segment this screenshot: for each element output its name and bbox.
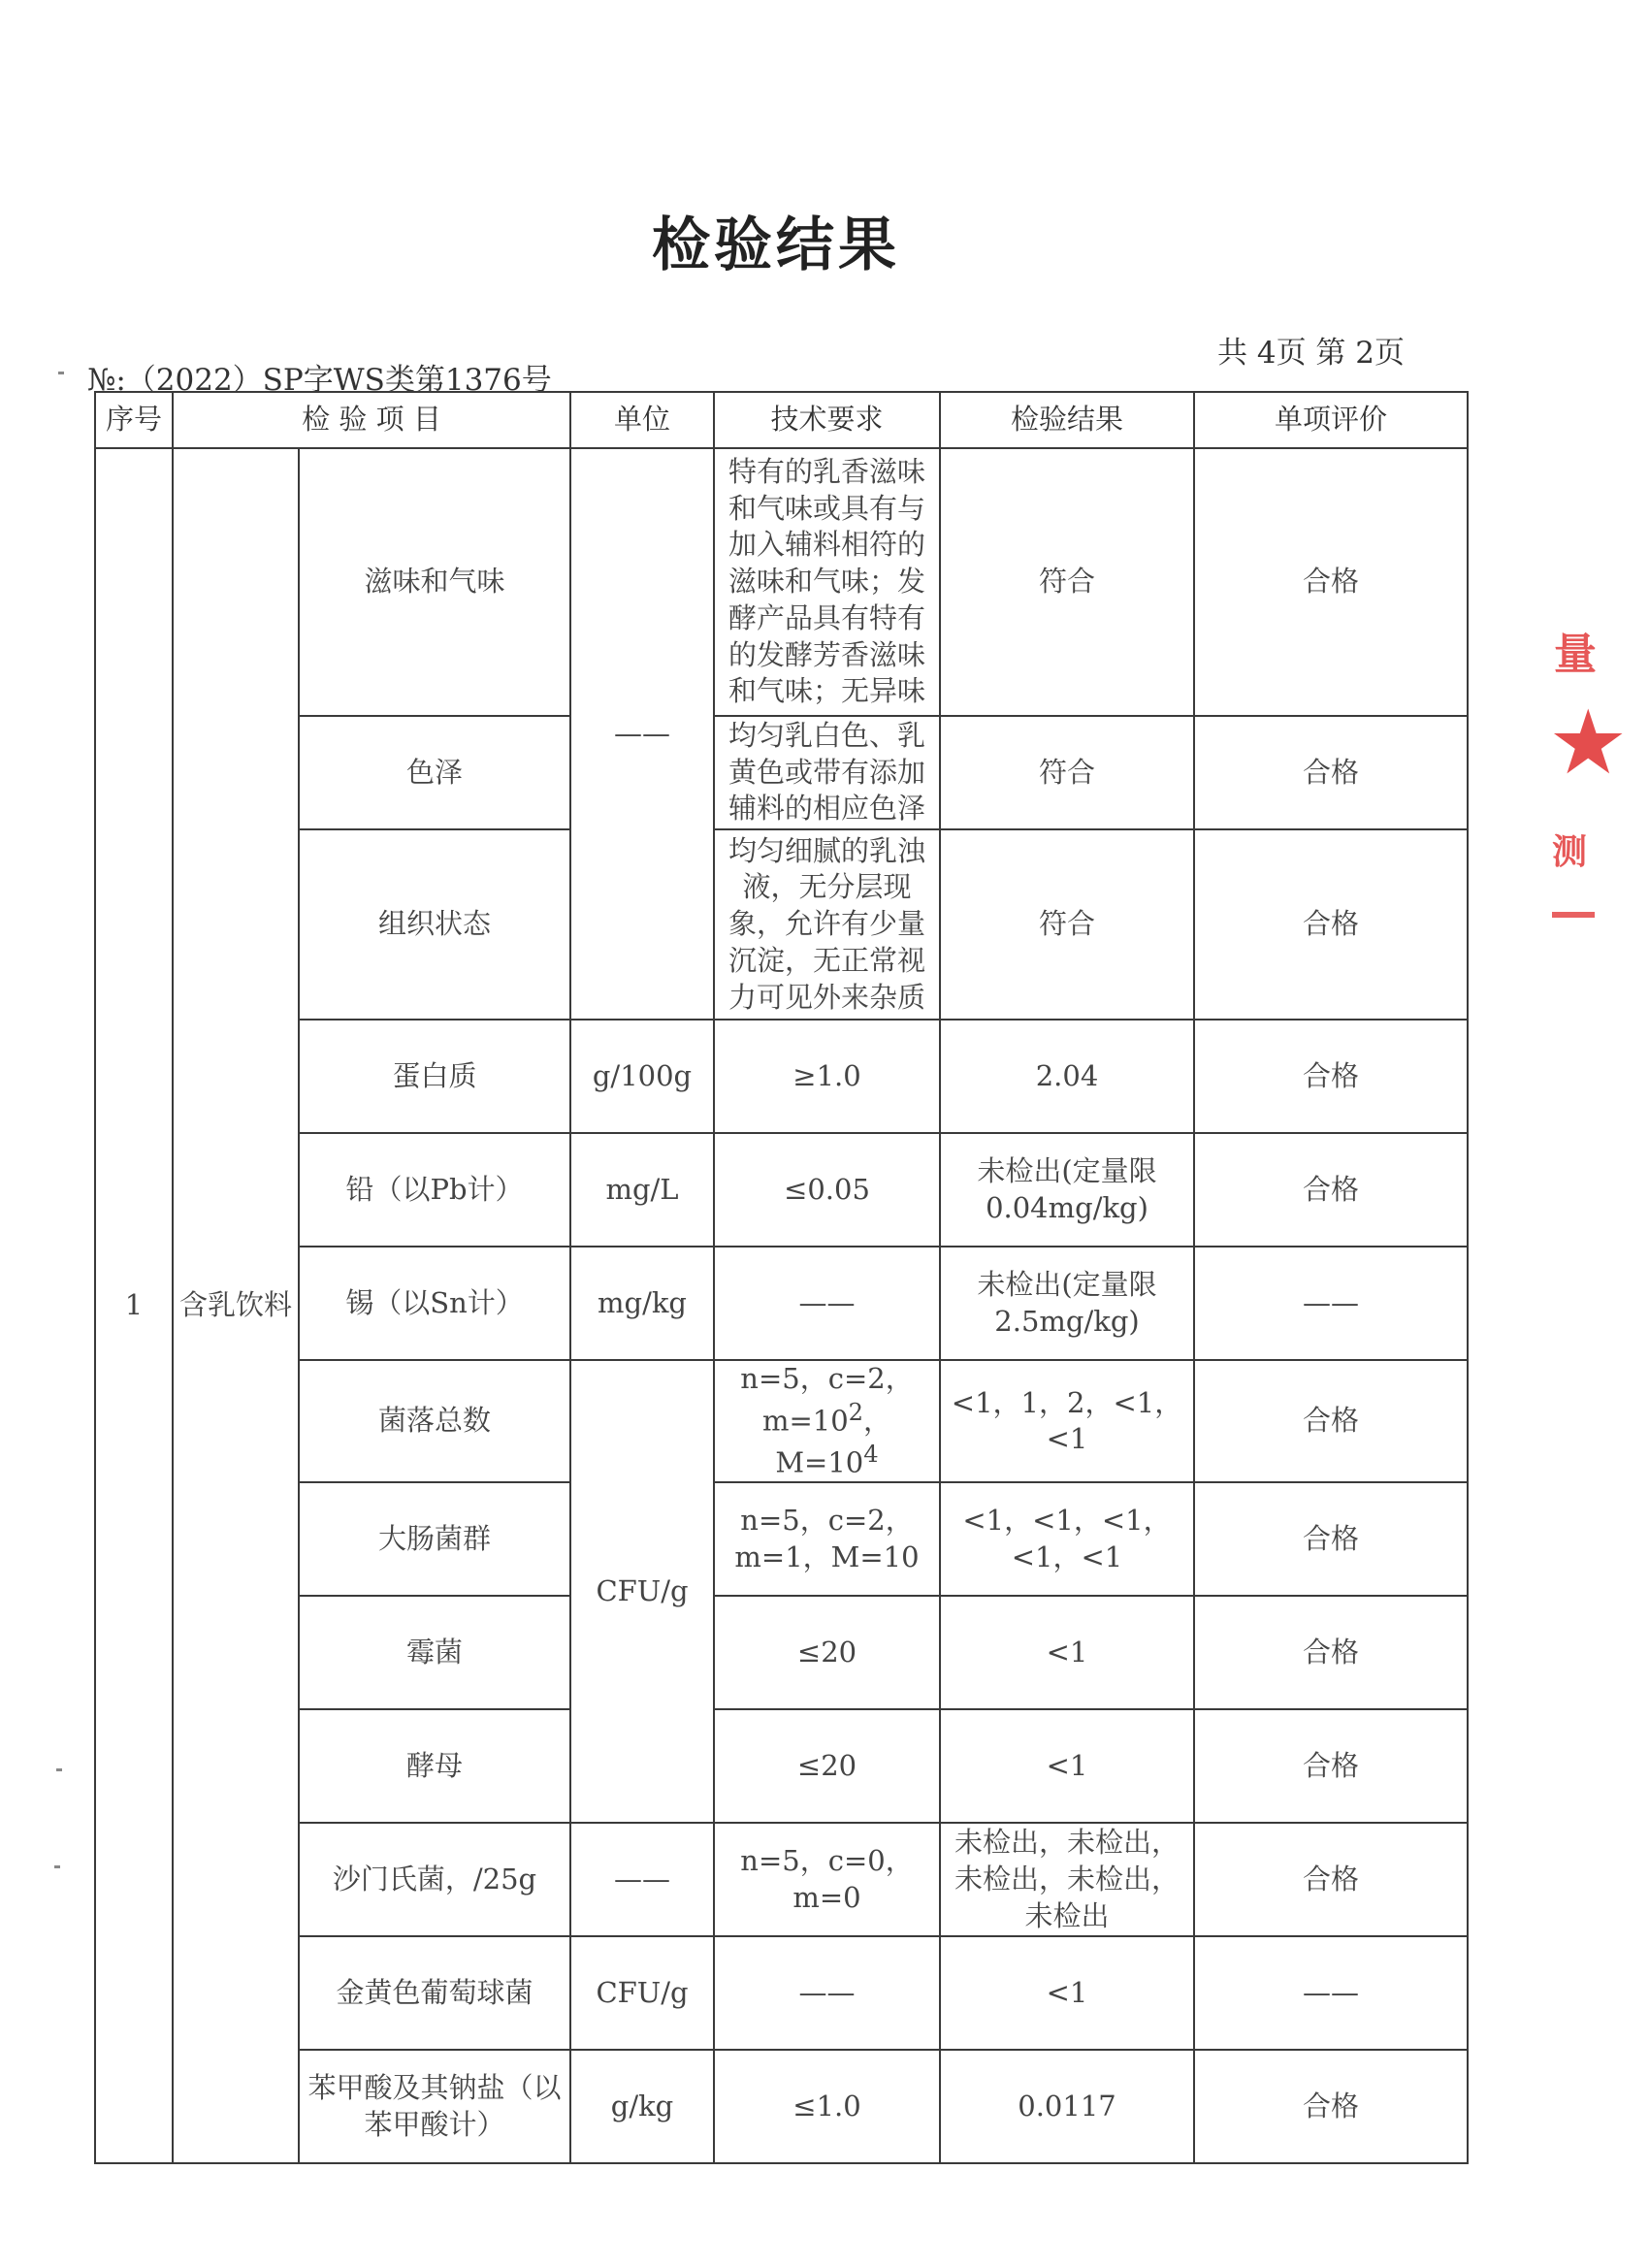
table-row bbox=[95, 716, 1468, 829]
scan-mark bbox=[54, 1865, 60, 1868]
result-cell: 符合 bbox=[940, 448, 1194, 716]
unit-cell: mg/kg bbox=[570, 1247, 714, 1360]
unit-cell: —— bbox=[570, 1823, 714, 1936]
header-requirement: 技术要求 bbox=[714, 392, 940, 448]
evaluation-cell: 合格 bbox=[1194, 1596, 1468, 1709]
requirement-cell bbox=[714, 1482, 940, 1596]
requirement-cell: 特有的乳香滋味和气味或具有与加入辅料相符的滋味和气味；发酵产品具有特有的发酵芳香滋味和气味；无异味 bbox=[714, 448, 940, 716]
seal-text-top: 量 bbox=[1554, 630, 1597, 679]
item-cell: 蛋白质 bbox=[299, 1020, 570, 1133]
table-row bbox=[95, 1247, 1468, 1360]
result-cell: <1 bbox=[940, 1709, 1194, 1823]
seal-star-icon: ★ bbox=[1548, 691, 1629, 794]
requirement-cell: —— bbox=[714, 1936, 940, 2050]
category-cell: 含乳饮料 bbox=[173, 448, 299, 2163]
item-cell: 色泽 bbox=[299, 716, 570, 829]
seal-text-bottom: 测 bbox=[1552, 832, 1588, 872]
results-table bbox=[94, 391, 1469, 2164]
report-number: №:（2022）SP字WS类第1376号 bbox=[87, 363, 552, 398]
requirement-cell: ≥1.0 bbox=[714, 1020, 940, 1133]
item-cell: 金黄色葡萄球菌 bbox=[299, 1936, 570, 2050]
item-cell: 铅（以Pb计） bbox=[299, 1133, 570, 1247]
table-header-row bbox=[95, 392, 1468, 448]
evaluation-cell: —— bbox=[1194, 1247, 1468, 1360]
evaluation-cell: 合格 bbox=[1194, 829, 1468, 1020]
table-row bbox=[95, 1020, 1468, 1133]
requirement-cell: ≤0.05 bbox=[714, 1133, 940, 1247]
requirement-cell: ≤1.0 bbox=[714, 2050, 940, 2163]
evaluation-cell: 合格 bbox=[1194, 1360, 1468, 1482]
seq-cell: 1 bbox=[95, 448, 173, 2163]
unit-cell: —— bbox=[570, 448, 714, 1020]
requirement-cell: ≤20 bbox=[714, 1596, 940, 1709]
evaluation-cell: 合格 bbox=[1194, 1709, 1468, 1823]
table-row bbox=[95, 829, 1468, 1020]
evaluation-cell: —— bbox=[1194, 1936, 1468, 2050]
requirement-cell: 均匀细腻的乳浊液，无分层现象，允许有少量沉淀，无正常视力可见外来杂质 bbox=[714, 829, 940, 1020]
requirement-line: ，M=10 bbox=[775, 1404, 892, 1479]
result-cell: <1，<1，<1，<1，<1 bbox=[940, 1482, 1194, 1596]
scan-mark bbox=[56, 1768, 62, 1771]
exponent: 2 bbox=[848, 1398, 864, 1426]
requirement-cell: ≤20 bbox=[714, 1709, 940, 1823]
item-cell: 锡（以Sn计） bbox=[299, 1247, 570, 1360]
results-table-container bbox=[94, 391, 1467, 2164]
requirement-cell: 均匀乳白色、乳黄色或带有添加辅料的相应色泽 bbox=[714, 716, 940, 829]
table-row bbox=[95, 1133, 1468, 1247]
unit-cell: mg/L bbox=[570, 1133, 714, 1247]
header-result: 检验结果 bbox=[940, 392, 1194, 448]
evaluation-cell: 合格 bbox=[1194, 716, 1468, 829]
table-row bbox=[95, 1936, 1468, 2050]
table-row bbox=[95, 448, 1468, 716]
item-cell: 霉菌 bbox=[299, 1596, 570, 1709]
item-cell: 组织状态 bbox=[299, 829, 570, 1020]
evaluation-cell: 合格 bbox=[1194, 448, 1468, 716]
official-seal-stamp bbox=[1548, 590, 1629, 920]
table-row bbox=[95, 1360, 1468, 1482]
unit-cell: CFU/g bbox=[570, 1360, 714, 1823]
requirement-line: m=10 bbox=[761, 1404, 849, 1438]
item-cell: 沙门氏菌，/25g bbox=[299, 1823, 570, 1936]
scan-mark bbox=[58, 372, 64, 374]
result-cell: <1 bbox=[940, 1596, 1194, 1709]
page-indicator: 共 4页 第 2页 bbox=[1217, 336, 1406, 371]
table-row bbox=[95, 1823, 1468, 1936]
result-cell: 未检出，未检出，未检出，未检出，未检出 bbox=[940, 1823, 1194, 1936]
requirement-line: n=5，c=2， bbox=[740, 1504, 914, 1538]
requirement-line: m=1，M=10 bbox=[734, 1539, 920, 1573]
item-cell: 菌落总数 bbox=[299, 1360, 570, 1482]
seal-bar bbox=[1552, 912, 1595, 918]
evaluation-cell: 合格 bbox=[1194, 1020, 1468, 1133]
evaluation-cell: 合格 bbox=[1194, 2050, 1468, 2163]
result-cell: 2.04 bbox=[940, 1020, 1194, 1133]
table-row bbox=[95, 2050, 1468, 2163]
requirement-cell bbox=[714, 1360, 940, 1482]
requirement-cell: —— bbox=[714, 1247, 940, 1360]
item-cell: 滋味和气味 bbox=[299, 448, 570, 716]
item-cell: 苯甲酸及其钠盐（以苯甲酸计） bbox=[299, 2050, 570, 2163]
header-evaluation: 单项评价 bbox=[1194, 392, 1468, 448]
result-cell: 0.0117 bbox=[940, 2050, 1194, 2163]
unit-cell: CFU/g bbox=[570, 1936, 714, 2050]
result-cell: 未检出(定量限0.04mg/kg) bbox=[940, 1133, 1194, 1247]
result-cell: <1，1，2，<1，<1 bbox=[940, 1360, 1194, 1482]
evaluation-cell: 合格 bbox=[1194, 1823, 1468, 1936]
requirement-cell: n=5，c=0，m=0 bbox=[714, 1823, 940, 1936]
table-row bbox=[95, 1709, 1468, 1823]
result-cell: 符合 bbox=[940, 829, 1194, 1020]
unit-cell: g/100g bbox=[570, 1020, 714, 1133]
page-title: 检验结果 bbox=[652, 211, 900, 279]
result-cell: 符合 bbox=[940, 716, 1194, 829]
evaluation-cell: 合格 bbox=[1194, 1482, 1468, 1596]
exponent: 4 bbox=[863, 1441, 879, 1469]
header-unit: 单位 bbox=[570, 392, 714, 448]
result-cell: 未检出(定量限2.5mg/kg) bbox=[940, 1247, 1194, 1360]
table-row bbox=[95, 1596, 1468, 1709]
header-seq: 序号 bbox=[95, 392, 173, 448]
requirement-line: n=5，c=2， bbox=[740, 1362, 914, 1395]
table-row bbox=[95, 1482, 1468, 1596]
header-item: 检 验 项 目 bbox=[173, 392, 570, 448]
result-cell: <1 bbox=[940, 1936, 1194, 2050]
item-cell: 酵母 bbox=[299, 1709, 570, 1823]
unit-cell: g/kg bbox=[570, 2050, 714, 2163]
item-cell: 大肠菌群 bbox=[299, 1482, 570, 1596]
evaluation-cell: 合格 bbox=[1194, 1133, 1468, 1247]
